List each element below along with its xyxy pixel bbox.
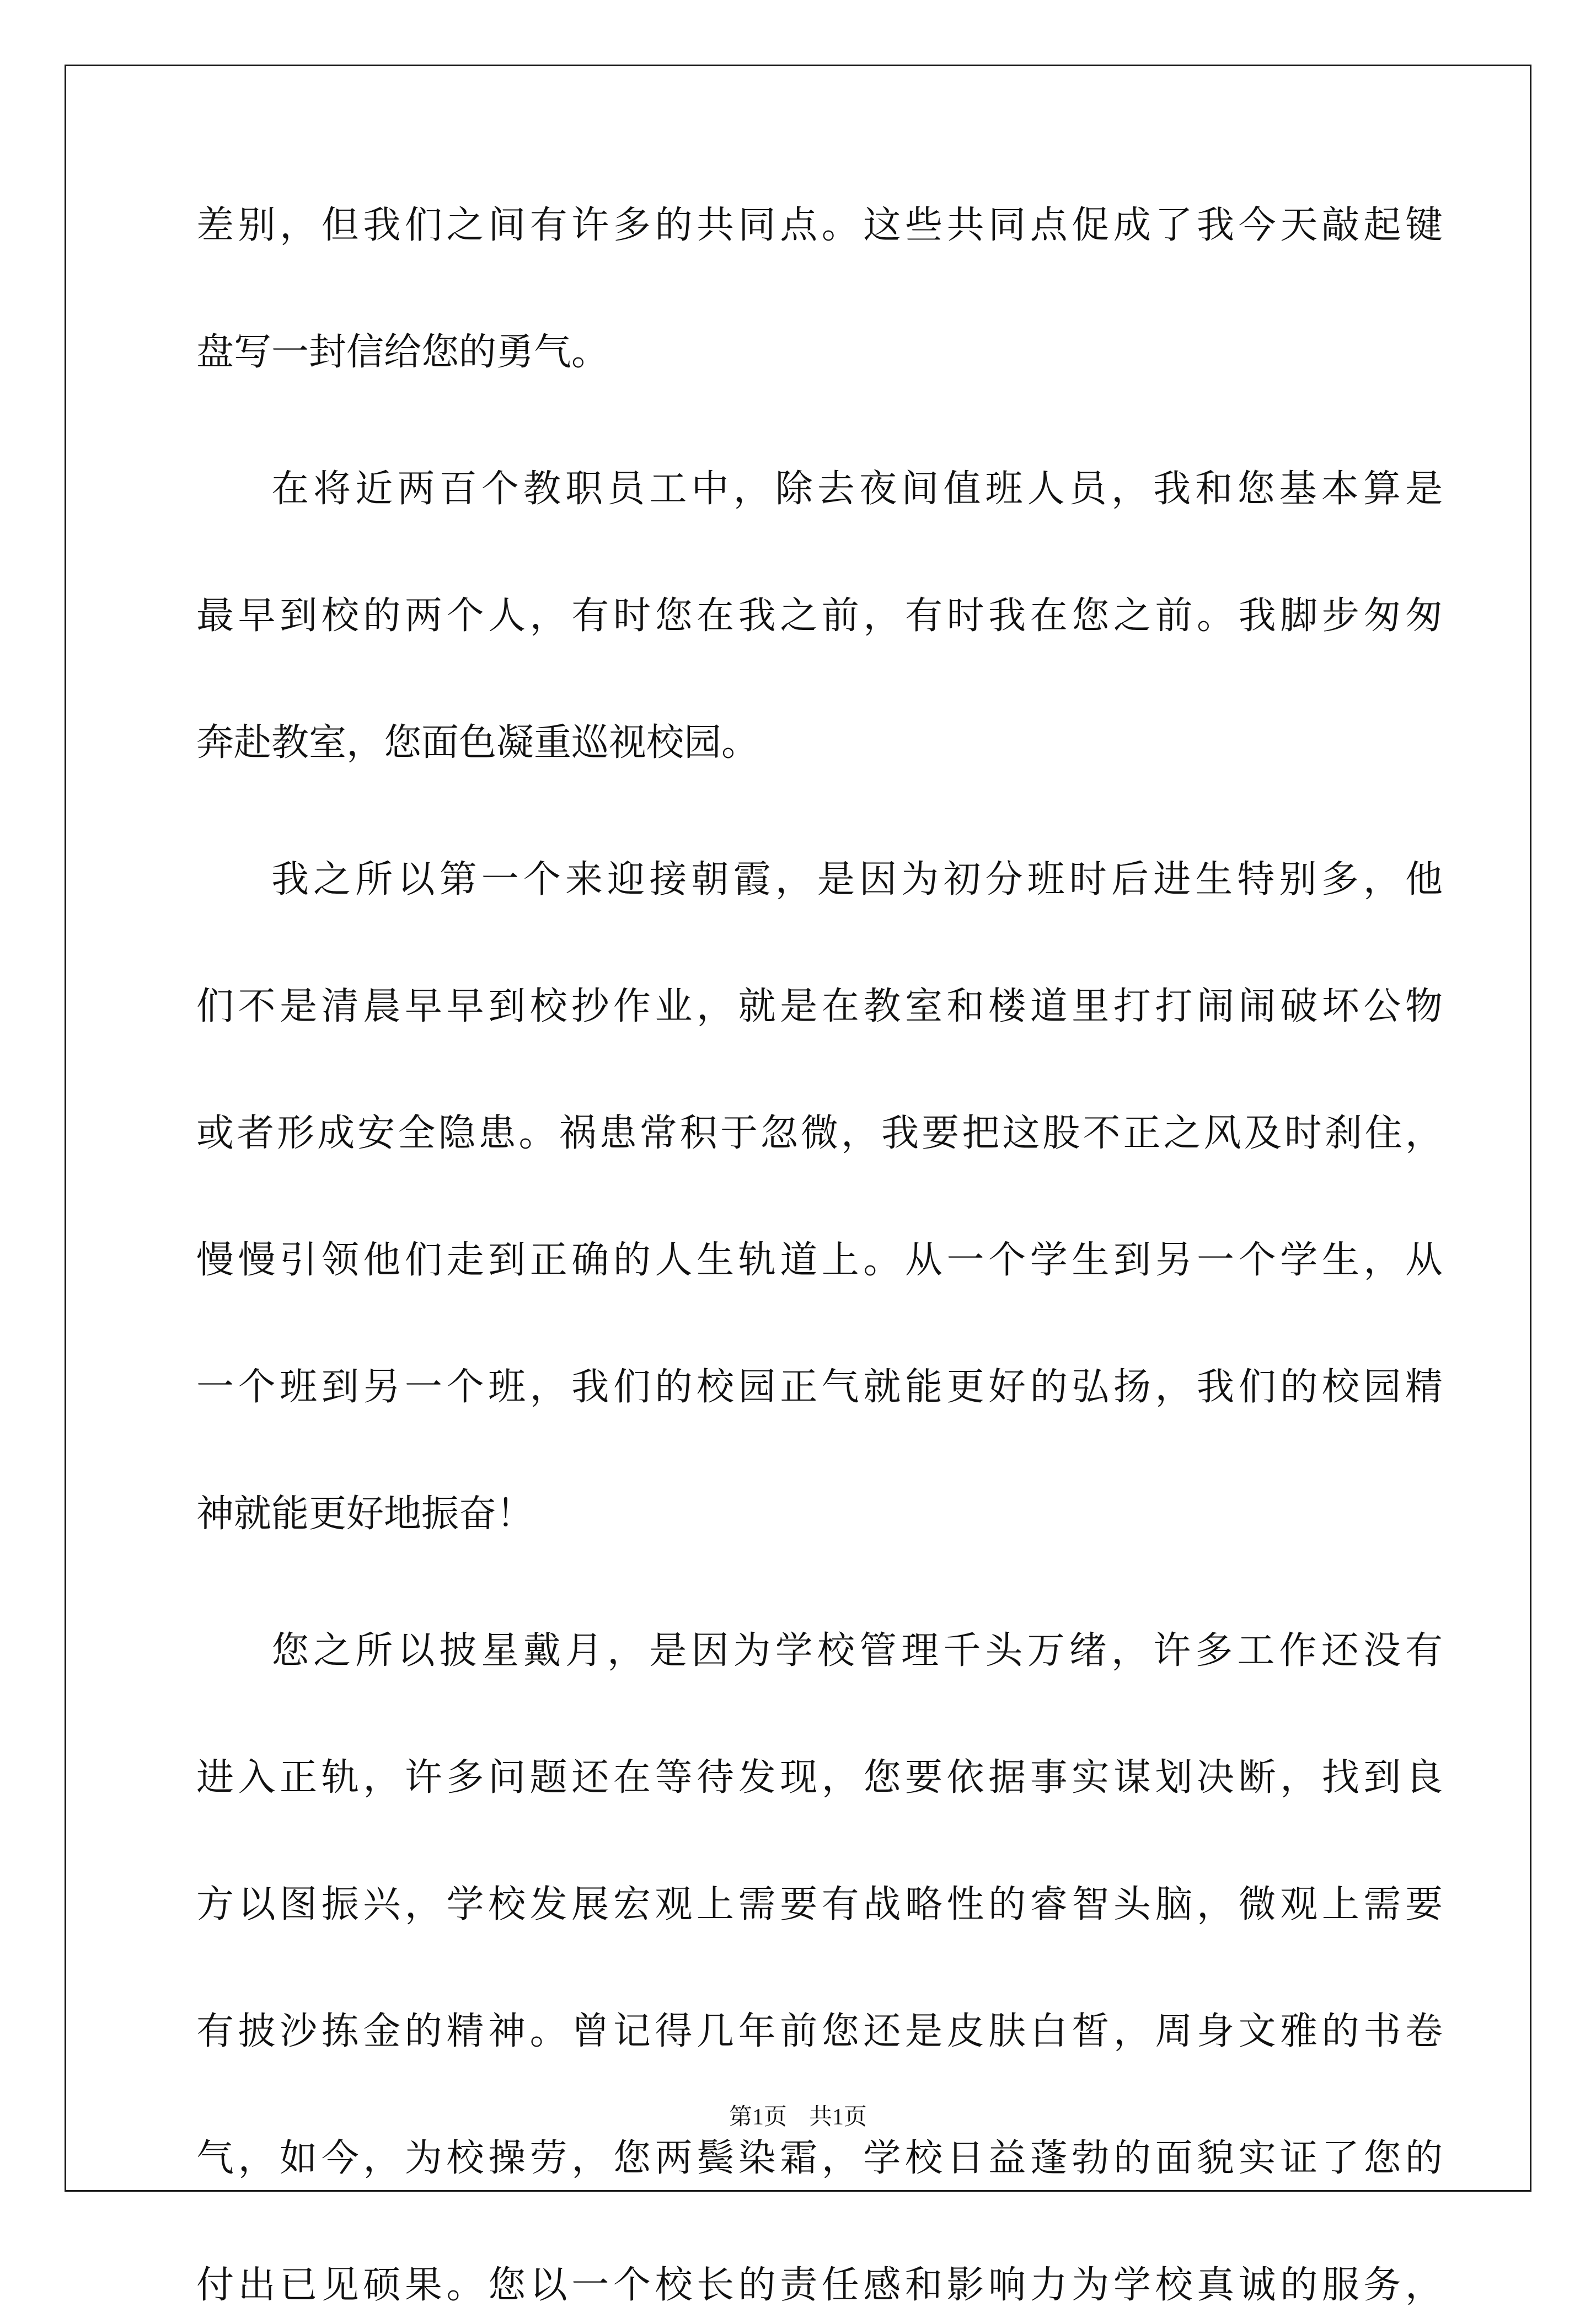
text-line: 们不是清晨早早到校抄作业，就是在教室和楼道里打打闹闹破坏公物	[196, 985, 1443, 1028]
text-line: 奔赴教室，您面色凝重巡视校园。	[196, 721, 759, 765]
text-line: 我之所以第一个来迎接朝霞，是因为初分班时后进生特别多，他	[271, 858, 1443, 901]
text-line: 或者形成安全隐患。祸患常积于忽微，我要把这股不正之风及时刹住，	[196, 1112, 1443, 1155]
text-line: 差别，但我们之间有许多的共同点。这些共同点促成了我今天敲起键	[196, 204, 1443, 247]
text-line: 慢慢引领他们走到正确的人生轨道上。从一个学生到另一个学生，从	[196, 1238, 1443, 1282]
text-line: 最早到校的两个人，有时您在我之前，有时我在您之前。我脚步匆匆	[196, 594, 1443, 638]
text-line: 盘写一封信给您的勇气。	[196, 330, 609, 374]
text-line: 付出已见硕果。您以一个校长的责任感和影响力为学校真诚的服务，	[196, 2263, 1443, 2307]
page-number: 第1页	[729, 2105, 787, 2130]
page-footer	[0, 2098, 1596, 2132]
document-body	[196, 204, 1443, 2307]
text-line: 您之所以披星戴月，是因为学校管理千头万绪，许多工作还没有	[271, 1629, 1443, 1673]
text-line: 一个班到另一个班，我们的校园正气就能更好的弘扬，我们的校园精	[196, 1365, 1443, 1409]
text-line: 在将近两百个教职员工中，除去夜间值班人员，我和您基本算是	[271, 467, 1443, 511]
page-total: 共1页	[809, 2105, 867, 2130]
text-line: 进入正轨，许多问题还在等待发现，您要依据事实谋划决断，找到良	[196, 1756, 1443, 1799]
text-line: 有披沙拣金的精神。曾记得几年前您还是皮肤白皙，周身文雅的书卷	[196, 2010, 1443, 2053]
text-line: 方以图振兴，学校发展宏观上需要有战略性的睿智头脑，微观上需要	[196, 1883, 1443, 1926]
text-line: 气，如今，为校操劳，您两鬓染霜，学校日益蓬勃的面貌实证了您的	[196, 2137, 1443, 2180]
text-line: 神就能更好地振奋！	[196, 1492, 534, 1536]
